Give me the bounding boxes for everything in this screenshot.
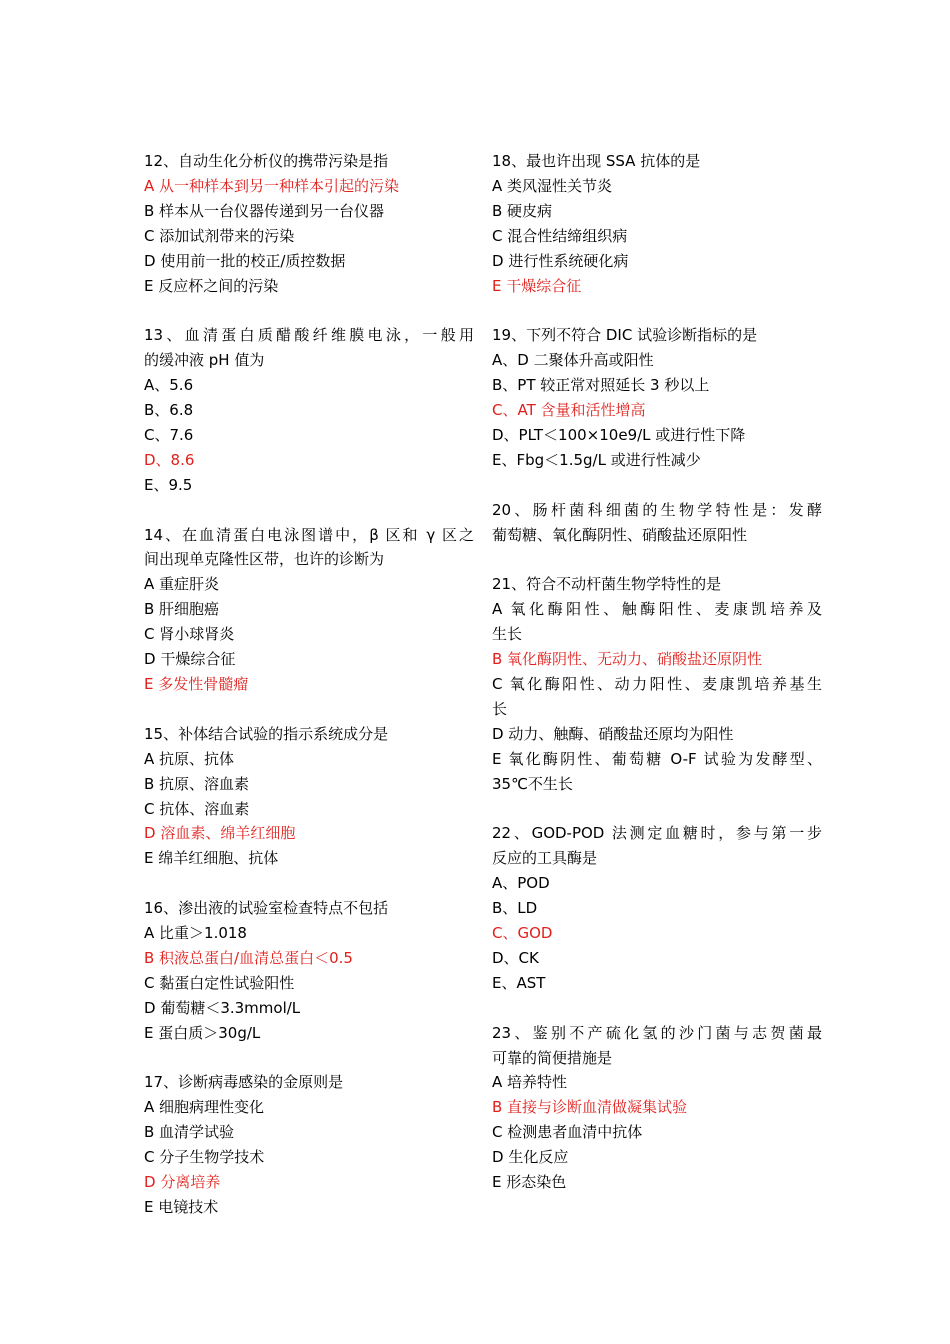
answer-option: E 蛋白质＞30g/L (144, 1023, 261, 1042)
question-stem-line: 12、自动生化分析仪的携带污染是指 (144, 152, 389, 170)
answer-option-correct: E 多发性骨髓瘤 (144, 675, 249, 693)
answer-option: D 干燥综合征 (144, 650, 236, 669)
answer-option: E 电镜技术 (144, 1197, 219, 1216)
answer-option: C 检测患者血清中抗体 (492, 1123, 643, 1142)
answer-option: 长 (492, 699, 508, 718)
left-column (144, 149, 474, 1245)
question-stem-line: 21、符合不动杆菌生物学特性的是 (492, 575, 722, 594)
question-block (144, 323, 474, 497)
question-block (144, 896, 474, 1045)
answer-option: E 绵羊红细胞、抗体 (144, 849, 279, 868)
question-stem-line: 19、下列不符合 DIC 试验诊断指标的是 (492, 326, 758, 345)
answer-option: B、6.8 (144, 401, 194, 420)
answer-option: D 动力、触酶、硝酸盐还原均为阳性 (492, 724, 734, 743)
answer-option: C 分子生物学技术 (144, 1148, 265, 1167)
question-stem (144, 722, 474, 747)
answer-option-correct: C、AT 含量和活性增高 (492, 401, 646, 420)
answer-option: D 使用前一批的校正/质控数据 (144, 251, 346, 270)
answer-option: A、POD (492, 874, 550, 893)
answer-option: A 氧化酶阳性、触酶阳性、麦康凯培养及 (492, 600, 822, 619)
question-stem-line: 13、血清蛋白质醋酸纤维膜电泳，一般用 (144, 326, 474, 345)
question-block (492, 498, 822, 548)
answer-option: D、CK (492, 948, 539, 967)
answer-option: A 比重＞1.018 (144, 924, 247, 943)
question-stem-line: 反应的工具酶是 (492, 849, 598, 868)
question-stem-line: 可靠的简便措施是 (492, 1048, 613, 1067)
question-block (144, 1070, 474, 1219)
question-stem-line: 18、最也许出现 SSA 抗体的是 (492, 152, 701, 170)
question-block (492, 572, 822, 796)
answer-option-correct: B 氧化酶阴性、无动力、硝酸盐还原阴性 (492, 650, 763, 669)
answer-option: A、D 二聚体升高或阳性 (492, 351, 654, 370)
question-stem-line: 的缓冲液 pH 值为 (144, 351, 265, 370)
answer-option: B 血清学试验 (144, 1123, 235, 1142)
answer-option: A 培养特性 (492, 1073, 568, 1092)
question-stem-line: 15、补体结合试验的指示系统成分是 (144, 724, 389, 743)
answer-option: E、AST (492, 973, 546, 992)
question-block (144, 523, 474, 697)
question-stem (144, 896, 474, 921)
question-block (144, 722, 474, 871)
question-block (492, 1021, 822, 1195)
answer-option: D 生化反应 (492, 1148, 569, 1167)
answer-option-correct: E 干燥综合征 (492, 276, 582, 295)
answer-option: 35℃不生长 (492, 774, 573, 793)
answer-option: A 细胞病理性变化 (144, 1098, 265, 1117)
answer-option-correct: C、GOD (492, 924, 553, 943)
answer-option: E、Fbg＜1.5g/L 或进行性减少 (492, 450, 701, 469)
question-stem (492, 1021, 822, 1071)
answer-option: A 抗原、抗体 (144, 749, 235, 768)
answer-option-correct: D 分离培养 (144, 1173, 221, 1192)
question-stem (492, 149, 822, 174)
answer-option: A、5.6 (144, 376, 194, 395)
question-stem (144, 323, 474, 373)
answer-option: 生长 (492, 625, 523, 644)
answer-option: E 反应杯之间的污染 (144, 276, 279, 295)
question-stem-line: 20、肠杆菌科细菌的生物学特性是：发酵 (492, 500, 822, 519)
question-stem (492, 821, 822, 871)
answer-option: B 肝细胞癌 (144, 600, 220, 619)
answer-option-correct: B 直接与诊断血清做凝集试验 (492, 1098, 688, 1117)
answer-option-correct: D、8.6 (144, 450, 195, 469)
question-block (144, 149, 474, 298)
answer-option: B 样本从一台仪器传递到另一台仪器 (144, 201, 385, 220)
answer-option: A 重症肝炎 (144, 575, 220, 594)
answer-option: B 抗原、溶血素 (144, 774, 250, 793)
answer-option: E 形态染色 (492, 1173, 567, 1192)
answer-option: C 氧化酶阳性、动力阳性、麦康凯培养基生 (492, 674, 822, 693)
answer-option: D 进行性系统硬化病 (492, 251, 629, 270)
answer-option: C 添加试剂带来的污染 (144, 226, 295, 245)
answer-option-correct: B 积液总蛋白/血清总蛋白＜0.5 (144, 948, 353, 967)
answer-option: C 黏蛋白定性试验阳性 (144, 973, 295, 992)
right-column (492, 149, 822, 1220)
question-stem (144, 1070, 474, 1095)
answer-option: B、PT 较正常对照延长 3 秒以上 (492, 376, 710, 395)
question-stem (492, 323, 822, 348)
question-stem (144, 523, 474, 573)
question-stem-line: 14、在血清蛋白电泳图谱中，β 区和 γ 区之 (144, 525, 474, 544)
answer-option: C 抗体、溶血素 (144, 799, 250, 818)
question-stem-line: 16、渗出液的试验室检查特点不包括 (144, 899, 389, 918)
answer-option: E 氧化酶阴性、葡萄糖 O-F 试验为发酵型、 (492, 749, 822, 768)
question-stem-line: 间出现单克隆性区带，也许的诊断为 (144, 550, 385, 569)
question-block (492, 821, 822, 995)
question-stem-line: 23、鉴别不产硫化氢的沙门菌与志贺菌最 (492, 1023, 822, 1042)
answer-option: D 葡萄糖＜3.3mmol/L (144, 998, 301, 1017)
answer-option-correct: A 从一种样本到另一种样本引起的污染 (144, 176, 400, 195)
answer-option: B 硬皮病 (492, 201, 553, 220)
answer-option: B、LD (492, 899, 538, 918)
answer-option: E、9.5 (144, 475, 193, 494)
question-stem-line: 17、诊断病毒感染的金原则是 (144, 1073, 344, 1092)
question-stem (144, 149, 474, 174)
question-stem (492, 572, 822, 597)
question-stem-line: 葡萄糖、氧化酶阴性、硝酸盐还原阳性 (492, 525, 748, 544)
answer-option: C、7.6 (144, 425, 194, 444)
question-block (492, 149, 822, 298)
answer-option: A 类风湿性关节炎 (492, 176, 613, 195)
answer-option: D、PLT＜100×10e9/L 或进行性下降 (492, 425, 746, 444)
question-block (492, 323, 822, 472)
question-stem (492, 498, 822, 548)
answer-option: C 混合性结缔组织病 (492, 226, 628, 245)
answer-option: C 肾小球肾炎 (144, 625, 235, 644)
answer-option-correct: D 溶血素、绵羊红细胞 (144, 824, 296, 843)
question-stem-line: 22、GOD-POD 法测定血糖时，参与第一步 (492, 824, 822, 843)
